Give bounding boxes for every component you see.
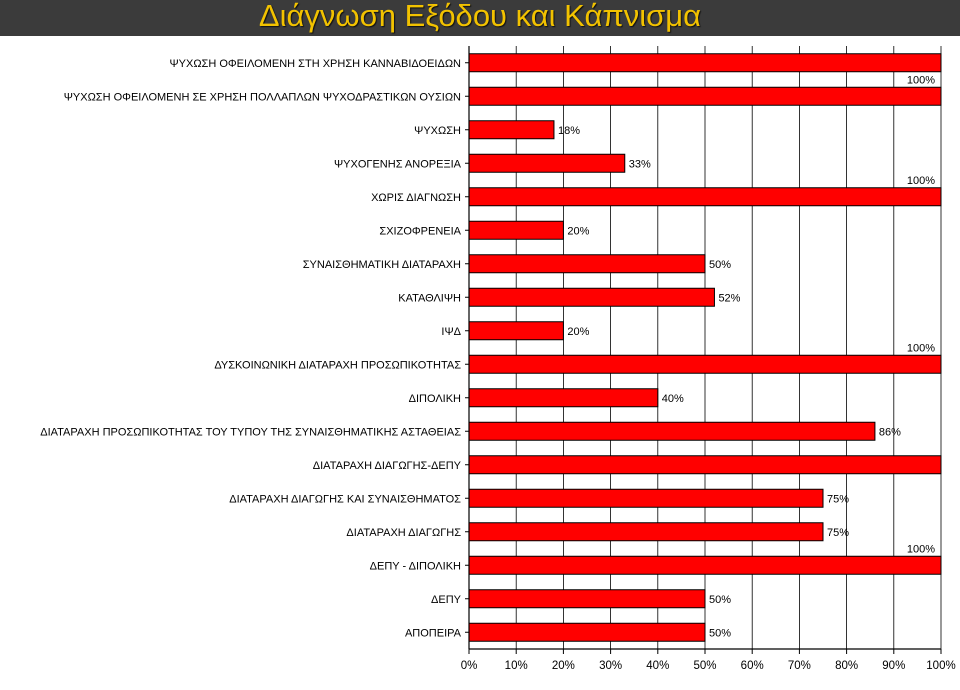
data-label: 33% (628, 158, 651, 171)
data-label: 40% (661, 392, 684, 405)
bar (469, 288, 714, 306)
category-label: ΔΙΑΤΑΡΑΧΗ ΔΙΑΓΩΓΗΣ ΚΑΙ ΣΥΝΑΙΣΘΗΜΑΤΟΣ (229, 493, 461, 506)
bar (469, 188, 941, 206)
x-tick-label: 20% (551, 660, 575, 672)
category-label: ΨΥΧΩΣΗ ΟΦΕΙΛΟΜΕΝΗ ΣΤΗ ΧΡΗΣΗ ΚΑΝΝΑΒΙΔΟΕΙΔΩΝ (169, 57, 461, 70)
category-label: ΣΧΙΖΟΦΡΕΝΕΙΑ (379, 225, 461, 238)
x-tick-label: 80% (835, 660, 859, 672)
category-label: ΔΙΑΤΑΡΑΧΗ ΠΡΟΣΩΠΙΚΟΤΗΤΑΣ ΤΟΥ ΤΥΠΟΥ ΤΗΣ ΣΥΝΑΙΣΘΗΜΑΤΙΚΗΣ ΑΣΤΑΘΕΙΑΣ (40, 426, 461, 439)
category-label: ΧΩΡΙΣ ΔΙΑΓΝΩΣΗ (371, 191, 461, 204)
data-label: 52% (718, 292, 741, 305)
bar (469, 556, 941, 574)
data-label: 100% (906, 74, 935, 87)
category-label: ΔΙΠΟΛΙΚΗ (408, 392, 461, 405)
data-label: 100% (906, 342, 935, 355)
category-label: ΨΥΧΩΣΗ (414, 124, 461, 137)
x-tick-label: 10% (504, 660, 528, 672)
data-label: 18% (557, 124, 580, 137)
bar (469, 87, 941, 105)
data-label: 50% (709, 593, 732, 606)
bar (469, 121, 554, 139)
x-tick-label: 40% (646, 660, 670, 672)
bar (469, 54, 941, 72)
category-label: ΔΥΣΚΟΙΝΩΝΙΚΗ ΔΙΑΤΑΡΑΧΗ ΠΡΟΣΩΠΙΚΟΤΗΤΑΣ (214, 359, 461, 372)
data-label: 20% (567, 225, 590, 238)
x-tick-label: 60% (740, 660, 764, 672)
data-label: 20% (567, 325, 590, 338)
category-label: ΨΥΧΩΣΗ ΟΦΕΙΛΟΜΕΝΗ ΣΕ ΧΡΗΣΗ ΠΟΛΛΑΠΛΩΝ ΨΥΧΟΔΡΑΣΤΙΚΩΝ ΟΥΣΙΩΝ (63, 91, 461, 104)
bar (469, 456, 941, 474)
category-label: ΔΕΠΥ (431, 593, 461, 606)
data-label: 86% (878, 426, 901, 439)
data-label: 100% (906, 543, 935, 556)
bar (469, 489, 823, 507)
category-label: ΙΨΔ (441, 325, 461, 338)
data-label: 75% (827, 493, 850, 506)
data-label: 75% (827, 526, 850, 539)
bar (469, 154, 625, 172)
data-label: 100% (906, 175, 935, 187)
bar (469, 422, 875, 440)
bar (469, 255, 705, 273)
category-label: ΚΑΤΑΘΛΙΨΗ (398, 292, 461, 305)
x-tick-label: 50% (693, 660, 717, 672)
bar (469, 389, 658, 407)
category-label: ΑΠΟΠΕΙΡΑ (404, 627, 461, 640)
category-label: ΔΕΠΥ - ΔΙΠΟΛΙΚΗ (369, 560, 461, 573)
bar (469, 322, 563, 340)
category-labels (40, 58, 461, 640)
x-tick-label: 0% (460, 660, 478, 672)
category-label: ΣΥΝΑΙΣΘΗΜΑΤΙΚΗ ΔΙΑΤΑΡΑΧΗ (302, 258, 461, 271)
bar (469, 355, 941, 373)
bar (469, 221, 563, 239)
bar (469, 623, 705, 641)
bar (469, 590, 705, 608)
x-tick-label: 100% (926, 660, 956, 672)
category-label: ΨΥΧΟΓΕΝΗΣ ΑΝΟΡΕΞΙΑ (333, 158, 461, 171)
chart-title: Διάγνωση Εξόδου και Κάπνισμα (258, 0, 702, 33)
category-label: ΔΙΑΤΑΡΑΧΗ ΔΙΑΓΩΓΗΣ (346, 526, 461, 539)
category-label: ΔΙΑΤΑΡΑΧΗ ΔΙΑΓΩΓΗΣ-ΔΕΠΥ (312, 459, 461, 472)
x-tick-label: 90% (882, 660, 906, 672)
data-label: 50% (709, 258, 732, 271)
bar (469, 523, 823, 541)
data-label: 50% (709, 627, 732, 640)
x-tick-labels (461, 660, 956, 672)
x-tick-label: 30% (599, 660, 623, 672)
x-tick-label: 70% (787, 660, 811, 672)
